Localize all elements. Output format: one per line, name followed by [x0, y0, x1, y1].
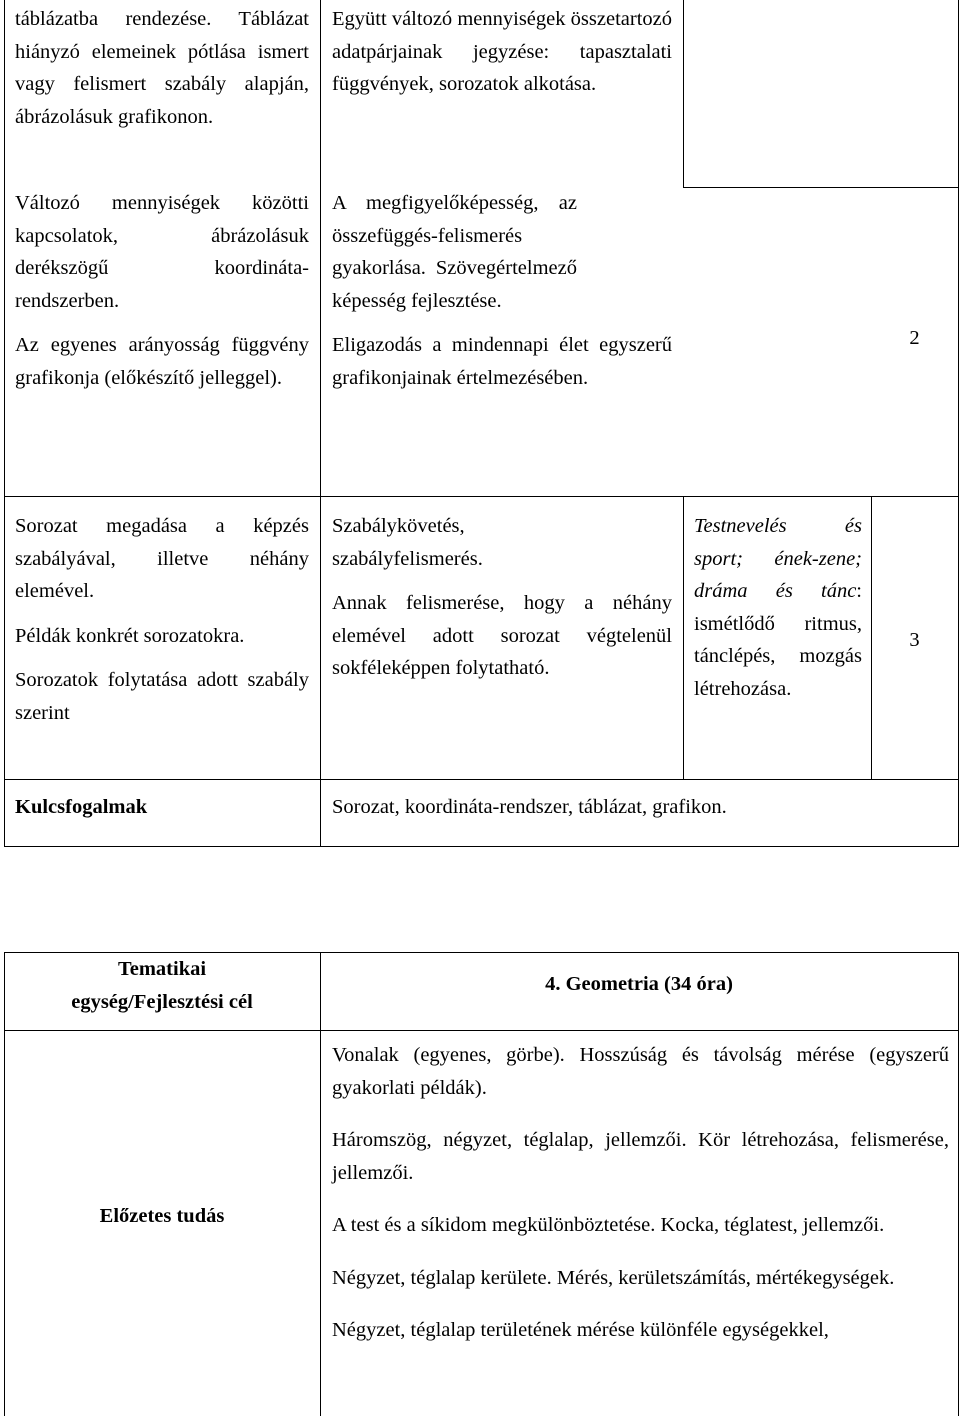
table2-header-label-cell	[15, 953, 309, 1018]
table1-row1-col2	[332, 3, 672, 101]
cross-curricular-subjects: Testnevelés és sport; ének-zene; dráma és tánc	[694, 515, 862, 602]
table1-border-right	[958, 0, 959, 847]
table1-row3-col3	[694, 510, 862, 705]
prior-knowledge-item: Vonalak (egyenes, görbe). Hosszúság és távolság mérése (egyszerű gyakorlati példák).	[332, 1044, 949, 1099]
table1-row3-number: 3	[909, 629, 920, 651]
prior-knowledge-item: Négyzet, téglalap kerülete. Mérés, kerületszámítás, mértékegységek.	[332, 1266, 895, 1289]
prior-knowledge-label: Előzetes tudás	[99, 1205, 225, 1227]
table1-row-line-3	[4, 779, 958, 780]
table1-divider-col2b	[683, 497, 684, 780]
table1-row1-col2-text: Együtt változó mennyiségek összetartozó adatpárjainak jegyzése: tapasztalati függvények, sorozatok alkotása.	[332, 8, 672, 95]
unit-title: 4. Geometria (34 óra)	[545, 973, 733, 995]
table1-row-line-2	[4, 496, 958, 497]
prior-knowledge-label-cell	[15, 1200, 309, 1233]
table1-row3-col2-p2: Annak felismerése, hogy a néhány elemével adott sorozat végtelenül sokféleképpen folytatható.	[332, 592, 672, 679]
table1-row2-number: 2	[909, 327, 920, 349]
table1-row3-col1-p1: Sorozat megadása a képzés szabályával, illetve néhány elemével.	[15, 515, 309, 602]
table1-row2-col2-p2: Eligazodás a mindennapi élet egyszerű grafikonjainak értelmezésében.	[332, 334, 672, 389]
prior-knowledge-list	[332, 1039, 949, 1347]
table1-divider-col1	[320, 0, 321, 847]
table1-row2-col1	[15, 187, 309, 394]
table1-row3-col4	[871, 624, 958, 657]
prior-knowledge-item: A test és a síkidom megkülönböztetése. Kocka, téglatest, jellemzői.	[332, 1214, 885, 1236]
table1-row3-col1-p3: Sorozatok folytatása adott szabály szerint	[15, 669, 309, 724]
table1-row2-col1-p1: Változó mennyiségek közötti kapcsolatok, ábrázolásuk derékszögű koordináta-rendszerben.	[15, 192, 309, 312]
table2-header-line	[4, 1030, 958, 1031]
table2-border-right	[958, 952, 959, 1416]
table1-row2-col2	[332, 187, 672, 394]
table1-border-bottom	[4, 846, 958, 847]
table1-border-left	[4, 0, 5, 847]
table2-header-title-cell	[320, 968, 958, 1001]
table1-row2-col1-p2: Az egyenes arányosság függvény grafikonja (előkészítő jelleggel).	[15, 334, 309, 389]
table1-row3-col2	[332, 510, 672, 685]
keywords-label-cell	[15, 791, 309, 824]
table1-row1-col1-text: táblázatba rendezése. Táblázat hiányzó elemeinek pótlása ismert vagy felismert szabály alapján, ábrázolásuk grafikonon.	[15, 8, 309, 128]
prior-knowledge-item: Négyzet, téglalap területének mérése különféle egységekkel,	[332, 1319, 829, 1341]
prior-knowledge-item: Háromszög, négyzet, téglalap, jellemzői. Kör létrehozása, felismerése, jellemzői.	[332, 1129, 949, 1184]
table1-divider-col2	[683, 0, 684, 188]
keywords-label: Kulcsfogalmak	[15, 796, 148, 818]
table1-row2-col2-p1: A megfigyelőképesség, az összefüggés-felismerés gyakorlása. Szövegértelmező képesség fejlesztése.	[332, 192, 577, 312]
thematic-unit-label: Tematikai egység/Fejlesztési cél	[71, 958, 253, 1013]
table1-row3-col1-p2: Példák konkrét sorozatokra.	[15, 624, 245, 647]
table1-row1-col1	[15, 3, 309, 133]
keywords-value: Sorozat, koordináta-rendszer, táblázat, grafikon.	[332, 796, 727, 818]
cross-curricular-description: : ismétlődő ritmus, tánclépés, mozgás létrehozása.	[694, 580, 862, 700]
table1-row3-col2-p1: Szabálykövetés, szabályfelismerés.	[332, 515, 483, 570]
table2-divider	[320, 952, 321, 1416]
table1-row3-col1	[15, 510, 309, 729]
table2-border-left	[4, 952, 5, 1416]
table1-row-line-1	[683, 187, 958, 188]
table1-row3-col3-text	[694, 510, 862, 705]
keywords-value-cell	[332, 791, 952, 824]
table1-row2-col4	[871, 322, 958, 355]
